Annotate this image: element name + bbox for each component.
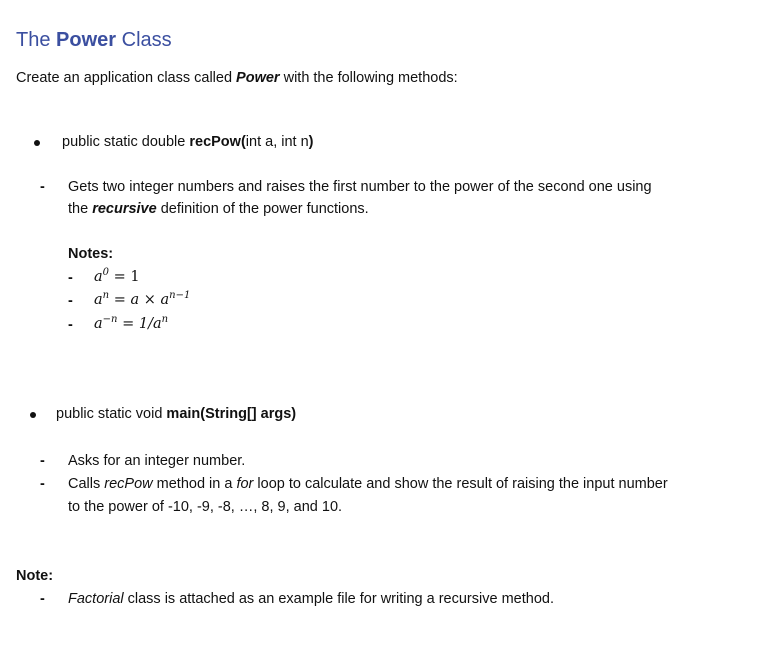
note-label: Note: <box>16 568 54 584</box>
intro-text: with the following methods: <box>279 70 458 86</box>
method-signature-recpow <box>62 133 314 151</box>
formula-recursive-step <box>94 291 190 309</box>
note-text <box>68 590 554 608</box>
intro-paragraph <box>16 69 458 87</box>
method-signature-main <box>56 405 296 423</box>
formula-rhs: = 1 <box>109 269 140 285</box>
notes-label: Notes: <box>68 246 114 262</box>
title-text: Class <box>116 29 172 51</box>
title-text: The <box>16 29 57 51</box>
class-ref-factorial: Factorial <box>68 591 124 607</box>
signature-close: ) <box>308 134 314 150</box>
formula-zero-power <box>94 268 140 286</box>
dash-icon: - <box>40 179 45 195</box>
method-name: recPow( <box>189 134 246 150</box>
main-step-2-continued: to the power of -10, -9, -8, …, 8, 9, and 10. <box>68 499 343 515</box>
step-text: Calls <box>68 476 105 492</box>
formula-exponent: n−1 <box>169 290 191 301</box>
class-name: Power <box>236 70 280 86</box>
description-text: the <box>68 201 93 217</box>
dash-icon: - <box>40 453 45 469</box>
formula-base: a <box>94 292 103 308</box>
dash-icon: - <box>68 270 73 286</box>
signature-params: int a, int n <box>245 134 309 150</box>
bullet-icon <box>30 412 36 418</box>
signature-text: public static void <box>56 406 167 422</box>
page-title <box>16 28 172 52</box>
formula-exponent: n <box>102 290 110 301</box>
step-text: loop to calculate and show the result of raising the input number <box>253 476 668 492</box>
formula-base: a <box>94 269 103 285</box>
formula-negative-power <box>94 315 168 333</box>
dash-icon: - <box>40 591 45 607</box>
main-step-1: Asks for an integer number. <box>68 453 246 469</box>
step-text: method in a <box>152 476 237 492</box>
dash-icon: - <box>40 476 45 492</box>
note-body: class is attached as an example file for writing a recursive method. <box>123 591 554 607</box>
formula-base: a <box>94 316 103 332</box>
main-step-2 <box>68 475 668 493</box>
formula-exponent: 0 <box>102 267 110 278</box>
keyword-for: for <box>236 476 254 492</box>
recpow-description-line1: Gets two integer numbers and raises the first number to the power of the second one using <box>68 179 652 195</box>
description-text: definition of the power functions. <box>156 201 369 217</box>
bullet-icon <box>34 140 40 146</box>
dash-icon: - <box>68 293 73 309</box>
method-ref: recPow <box>104 476 153 492</box>
method-name: main(String[] args) <box>166 406 297 422</box>
formula-rhs: = a × a <box>109 292 170 308</box>
formula-rhs: = 1/a <box>117 316 162 332</box>
intro-text: Create an application class called <box>16 70 237 86</box>
title-bold: Power <box>56 29 117 51</box>
formula-exponent: n <box>161 314 169 325</box>
recpow-description-line2 <box>68 200 369 218</box>
formula-exponent: −n <box>102 314 118 325</box>
emphasis-recursive: recursive <box>92 201 157 217</box>
dash-icon: - <box>68 317 73 333</box>
signature-text: public static double <box>62 134 190 150</box>
